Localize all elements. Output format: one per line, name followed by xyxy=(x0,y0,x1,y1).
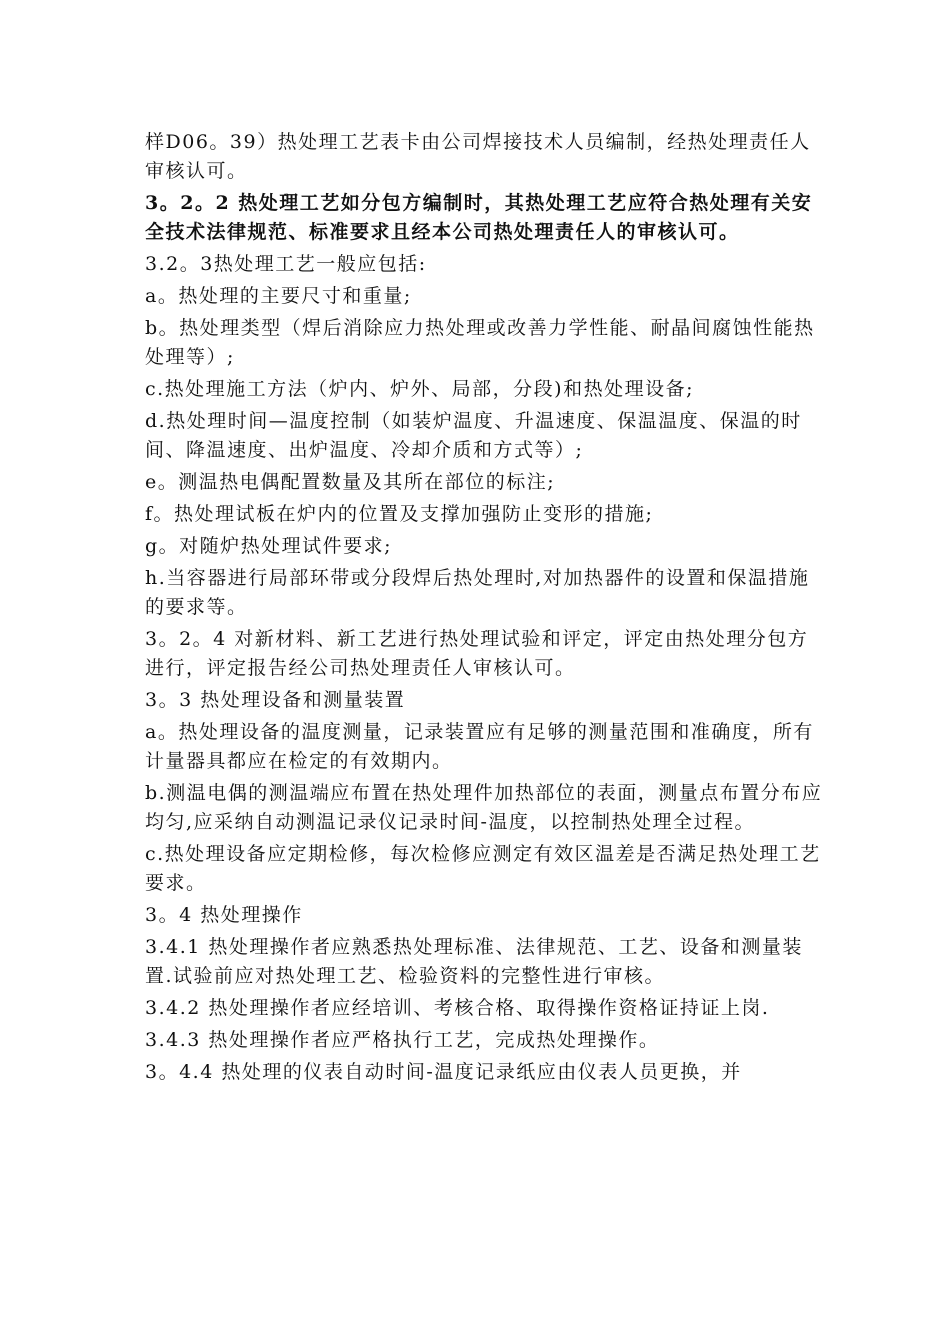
paragraph: b.测温电偶的测温端应布置在热处理件加热部位的表面，测量点布置分布应均匀,应采纳自动测温记录仪记录时间-温度，以控制热处理全过程。 xyxy=(145,782,823,833)
paragraph: f。热处理试板在炉内的位置及支撑加强防止变形的措施; xyxy=(145,503,654,525)
paragraph: a。热处理设备的温度测量，记录装置应有足够的测量范围和准确度，所有计量器具都应在检定的有效期内。 xyxy=(145,721,814,772)
document-body xyxy=(145,128,825,1090)
section-heading: 3。3 热处理设备和测量装置 xyxy=(145,689,406,711)
paragraph: g。对随炉热处理试件要求; xyxy=(145,535,393,557)
paragraph: 3。2。4 对新材料、新工艺进行热处理试验和评定，评定由热处理分包方进行，评定报告经公司热处理责任人审核认可。 xyxy=(145,628,809,679)
section-heading: 3。4 热处理操作 xyxy=(145,904,303,926)
paragraph: 3.4.1 热处理操作者应熟悉热处理标准、法律规范、工艺、设备和测量装置.试验前应对热处理工艺、检验资料的完整性进行审核。 xyxy=(145,936,803,987)
paragraph: e。测温热电偶配置数量及其所在部位的标注; xyxy=(145,471,556,493)
paragraph: h.当容器进行局部环带或分段焊后热处理时,对加热器件的设置和保温措施的要求等。 xyxy=(145,567,810,618)
paragraph: 样D06。39）热处理工艺表卡由公司焊接技术人员编制，经热处理责任人审核认可。 xyxy=(145,131,811,182)
paragraph: b。热处理类型（焊后消除应力热处理或改善力学性能、耐晶间腐蚀性能热处理等）; xyxy=(145,317,815,368)
paragraph: a。热处理的主要尺寸和重量; xyxy=(145,285,412,307)
paragraph: 3。4.4 热处理的仪表自动时间-温度记录纸应由仪表人员更换，并 xyxy=(145,1061,742,1083)
paragraph: 3.4.2 热处理操作者应经培训、考核合格、取得操作资格证持证上岗. xyxy=(145,997,770,1019)
paragraph: 3.2。3热处理工艺一般应包括: xyxy=(145,253,427,275)
paragraph: 3。2。2 热处理工艺如分包方编制时，其热处理工艺应符合热处理有关安全技术法律规范、标准要求且经本公司热处理责任人的审核认可。 xyxy=(145,192,813,243)
paragraph: c.热处理设备应定期检修，每次检修应测定有效区温差是否满足热处理工艺要求。 xyxy=(145,843,821,894)
paragraph: c.热处理施工方法（炉内、炉外、局部，分段)和热处理设备; xyxy=(145,378,694,400)
paragraph: d.热处理时间—温度控制（如装炉温度、升温速度、保温温度、保温的时间、降温速度、出炉温度、冷却介质和方式等）; xyxy=(145,410,802,461)
paragraph: 3.4.3 热处理操作者应严格执行工艺，完成热处理操作。 xyxy=(145,1029,660,1051)
